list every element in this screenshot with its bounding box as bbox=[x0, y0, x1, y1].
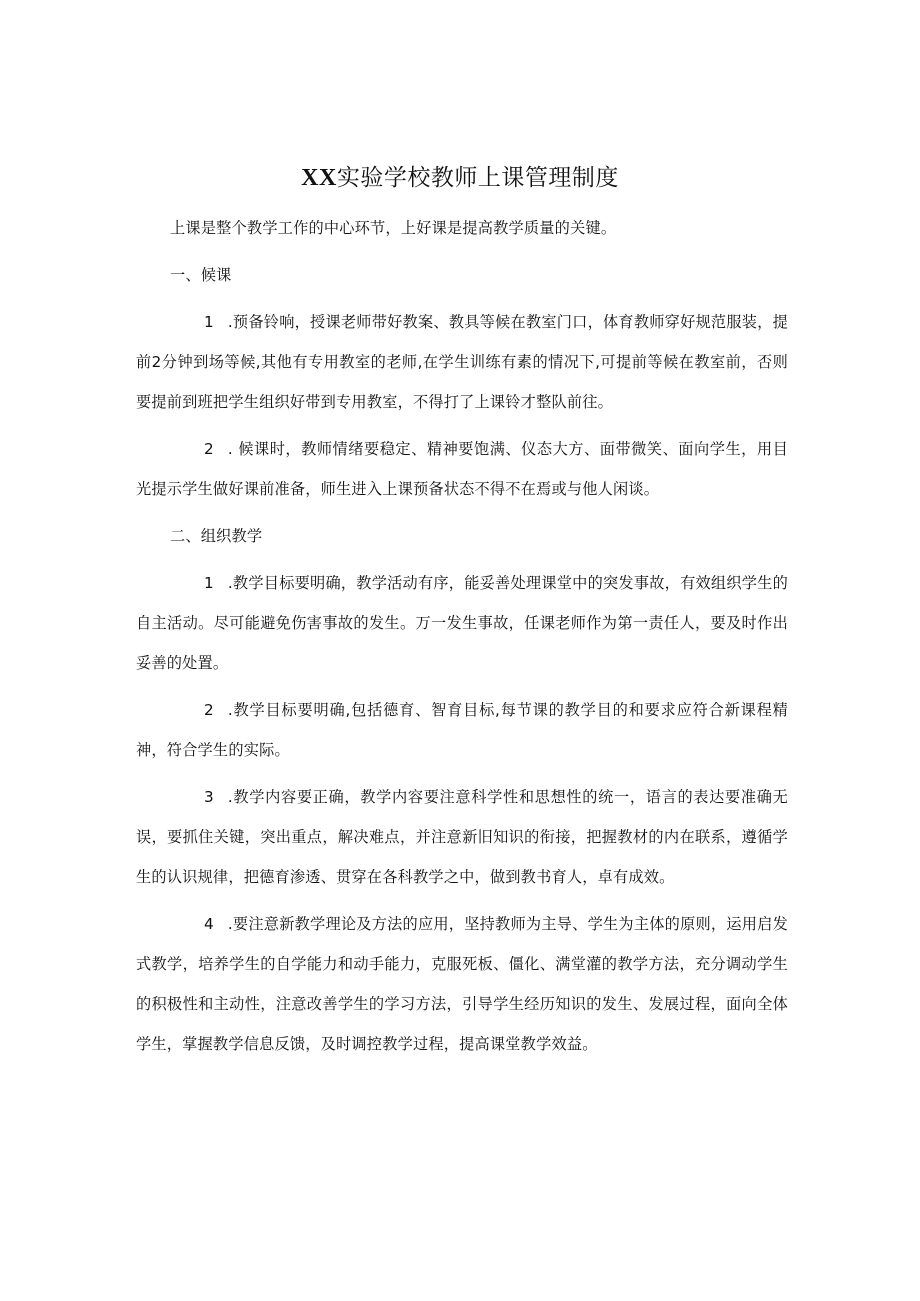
item-number: 1 bbox=[204, 313, 214, 331]
item-text: .预备铃响，授课老师带好教案、教具等候在教室门口，体育教师穿好规范服装，提前2分钟到场等候,其他有专用教室的老师,在学生训练有素的情况下,可提前等候在教室前，否则要提前到班把学生组织好带到专用教室，不得打了上课铃才整队前往。 bbox=[136, 313, 788, 411]
title-text: 实验学校教师上课管理制度 bbox=[336, 165, 619, 192]
item-text: . 候课时，教师情绪要稳定、精神要饱满、仪态大方、面带微笑、面向学生，用目光提示学生做好课前准备，师生进入上课预备状态不得不在焉或与他人闲谈。 bbox=[136, 440, 788, 498]
document-body bbox=[136, 208, 788, 1071]
item-number: 3 bbox=[204, 788, 214, 806]
item-text: .教学目标要明确,包括德育、智育目标,每节课的教学目的和要求应符合新课程精神，符合学生的实际。 bbox=[136, 701, 788, 759]
item-number: 1 bbox=[204, 574, 214, 592]
section-heading-1: 一、候课 bbox=[170, 266, 232, 284]
item-text: .教学内容要正确，教学内容要注意科学性和思想性的统一，语言的表达要准确无误，要抓住关键，突出重点，解决难点，并注意新旧知识的衔接，把握教材的内在联系，遵循学生的认识规律，把德育渗透、贯穿在各科教学之中，做到教书育人，卓有成效。 bbox=[136, 788, 788, 886]
section-2-item-2 bbox=[136, 690, 788, 770]
title-prefix: XX bbox=[301, 165, 337, 192]
section-1-item-2 bbox=[136, 429, 788, 509]
section-2-item-1 bbox=[136, 563, 788, 683]
item-text: .要注意新教学理论及方法的应用，坚持教师为主导、学生为主体的原则，运用启发式教学，培养学生的自学能力和动手能力，克服死板、僵化、满堂灌的教学方法，充分调动学生的积极性和主动性，注意改善学生的学习方法，引导学生经历知识的发生、发展过程，面向全体学生，掌握教学信息反馈，及时调控教学过程，提高课堂教学效益。 bbox=[136, 915, 788, 1053]
section-2-item-4 bbox=[136, 904, 788, 1064]
item-text: .教学目标要明确，教学活动有序，能妥善处理课堂中的突发事故，有效组织学生的自主活动。尽可能避免伤害事故的发生。万一发生事故，任课老师作为第一责任人，要及时作出妥善的处置。 bbox=[136, 574, 788, 672]
intro-paragraph: 上课是整个教学工作的中心环节，上好课是提高教学质量的关键。 bbox=[170, 219, 617, 237]
section-1-item-1 bbox=[136, 302, 788, 422]
section-heading-2: 二、组织教学 bbox=[170, 527, 263, 545]
item-number: 2 bbox=[204, 440, 214, 458]
item-number: 4 bbox=[204, 915, 214, 933]
item-number: 2 bbox=[204, 701, 214, 719]
section-2-item-3 bbox=[136, 777, 788, 897]
page-title bbox=[0, 161, 920, 195]
